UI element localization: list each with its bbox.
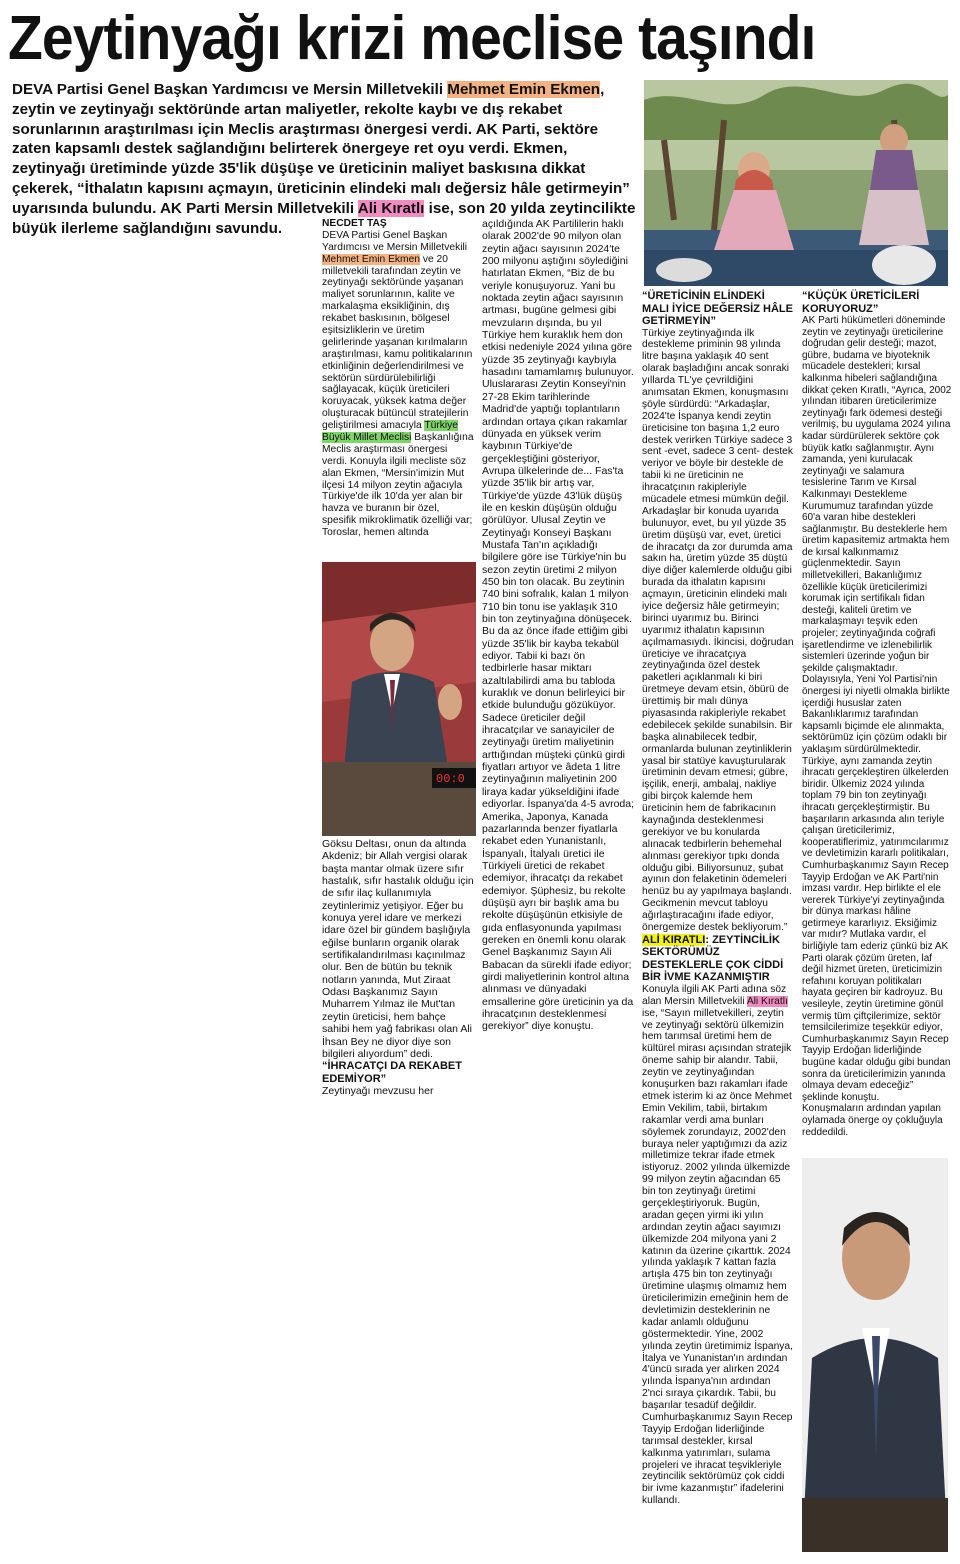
headline: Zeytinyağı krizi meclise taşındı xyxy=(8,4,816,73)
col3-text-2: Konuyla ilgili AK Parti adına söz alan Mersin Milletvekili xyxy=(642,983,787,1007)
lead-name-kiratli: Ali Kıratlı xyxy=(357,199,425,217)
column-1-top xyxy=(322,218,474,539)
col1-tbmm: Türkiye Büyük Millet Meclisi xyxy=(322,420,458,444)
col1-subhead: “İHRACATÇI DA REKABET EDEMİYOR” xyxy=(322,1060,462,1085)
column-1-bottom xyxy=(322,838,474,1098)
lead-text-1: DEVA Partisi Genel Başkan Yardımcısı ve Mersin Milletvekili xyxy=(12,81,448,98)
col1-body-3: Zeytinyağı mevzusu her xyxy=(322,1085,434,1098)
byline: NECDET TAŞ xyxy=(322,218,387,229)
column-4 xyxy=(802,290,952,1138)
olive-harvest-photo xyxy=(644,80,948,286)
col3-subhead-rest: : ZEYTİNCİLİK SEKTÖRÜMÜZ DESTEKLERLE ÇOK CİDDİ BİR İVME KAZANMIŞTIR xyxy=(642,933,784,984)
col3-name-kiratli: Ali Kıratlı xyxy=(746,995,788,1007)
col4-body-2: Konuşmaların ardından yapılan oylamada önerge oy çokluğuyla reddedildi. xyxy=(802,1103,943,1138)
col2-body: açıldığında AK Partililerin haklı olarak 2002'de 90 milyon olan zeytin ağacı sayısının 2024'te 200 milyonu aştığını söylediğini hatırlatan Ekmen, “Biz de bu veriyle konuşuyoruz. Yani bu noktada zeytin ağacı sayısının artması, bugüne gelmesi gibi mevzuların dışında, bu yıl Türkiye hem kuraklık hem don etkisi nedeniyle 2024 yılına göre yüzde 35 zeytinyağı kaybıyla hasadını tamamlamış bulunuyor. Uluslararası Zeytin Konseyi'nin 27-28 Ekim tarihlerinde Madrid'de yaptığı toplantıların ardından ortaya çıkan rakamlar dünyada en yüksek verim kaybının Türkiye'de gerçekleştiğini gösteriyor, Avrupa ülkelerinde de... Fas'ta yüzde 35'lik bir artış var, Türkiye'de yüzde 43'lük düşüş ile en keskin düşüşün olduğu görülüyor. Ulusal Zeytin ve Zeytinyağı Konseyi Başkanı Mustafa Tan'ın açıkladığı bilgilere göre ise Türkiye'nin bu sezon zeytin üretimi 2 milyon 450 bin ton olacak. Bu zeytinin 740 bini sofralık, kalan 1 milyon 710 bin tonu ise yaklaşık 310 bin ton zeytinyağına dönüşecek. Bu da az önce ifade ettiğim gibi yüzde 35'lik bir kayba tekabül ediyor. Tabii ki bazı ön tedbirlerle hasar miktarı azaltılabilirdi ama bu tabloda kuraklık ve donun belirleyici bir etkide bulunduğu gözüküyor. Sadece üreticiler değil ihracatçılar ve sanayiciler de zeytinyağı üretim maliyetinin arttığından müşteki çünkü girdi fiyatları artıyor ve âdeta 1 litre zeytinyağının maliyetinin 200 liraya kadar yükseldiğini ifade ediyorlar. İspanya'da 4-5 avroda; Amerika, Japonya, Kanada pazarlarında benzer fiyatlarla rekabet eden Yunanistanlı, İspanyalı, İtalyalı üretici ile Türkiyeli üretici de rekabet edemiyor, ihracatçı da rekabet edemiyor. Şüphesiz, bu rekolte düşüşü ayrı bir başlık ama bu rekolte düşüşünün etkisiyle de gıda enflasyonunda yapılması gereken en önemli konu olarak Genel Başkanımız Sayın Ali Babacan da sürekli ifade ediyor; girdi maliyetlerinin kontrol altına alınması ve dünyadaki emsallerine göre üreticinin ya da ihracatçının desteklenmesi gerekiyor” diye konuştu. xyxy=(482,218,635,1033)
kiratli-photo xyxy=(802,1158,948,1552)
lead-name-ekmen: Mehmet Emin Ekmen xyxy=(447,81,601,98)
col1-text-1: DEVA Partisi Genel Başkan Yardımcısı ve Mersin Milletvekili xyxy=(322,229,468,253)
lead-text-3: ise, son 20 yılda zeytincilikte büyük ilerleme sağlandığını savundu. xyxy=(12,199,636,237)
col1-text-3: Başkanlığına Meclis araştırması önergesi verdi. Konuyla ilgili mecliste söz alan Ekmen, “Mersin'imizin Mut ilçesi 14 milyon zeytin ağacıyla Türkiye'de ilk 10'da yer alan bir havza ve buranın bir özel, spesifik mikroklimatik özelliği var; Toroslar, hemen altında xyxy=(322,432,474,539)
col1-body-2: Göksu Deltası, onun da altında Akdeniz; bir Allah vergisi olarak başta mantar olmak üzere sıfır hastalık, sıfır hastalık olduğu için de sıfır ilaç kullanımıyla zeytinlerimiz yetişiyor. Eğer bu konuya yerel idare ve merkezi idare özel bir gündem başlığıyla eğilse bunların organik olarak sertifikalandırılması kaçınılmaz olur. Ben de bütün bu teknik notların yanında, Mut Ziraat Odası Başkanımız Sayın Muharrem Yılmaz ile Mut'tan zeytin üreticisi, hem bahçe sahibi hem yağ fabrikası olan Ali İhsan Bey ne diyor diye son bilgileri alıyordum” dedi. xyxy=(322,838,474,1060)
col4-body-1: AK Parti hükümetleri döneminde zeytin ve zeytinyağı üreticilerine doğrudan gelir desteği; mazot, gübre, budama ve biyoteknik mücadele destekleri; kırsal kalkınma hibeleri sağlandığına dikkat çeken Kıratlı, “Ayrıca, 2002 yılından itibaren üreticilerimize zeytinyağı fark ödemesi desteği verilmiş, bu uygulama 2024 yılına kadar sürdürülerek sektöre çok büyük katkı sağlanmıştır. Aynı zamanda, yeni kurulacak zeytinyağı ve salamura tesislerine Tarım ve Kırsal Kalkınmayı Destekleme Kurumumuz tarafından yüzde 60'a varan hibe destekleri sağlanmıştır. Bu desteklerle hem üretim kapasitemiz artmakta hem de kırsal kalkınmamız güçlenmektedir. Sayın milletvekilleri, Bakanlığımız özellikle küçük üreticilerimizi korumak için sertifikalı fidan desteği, kaliteli üretim ve markalaşmayı teşvik eden projeler; zeytinyağında coğrafi işaretlendirme ve izlenebilirlik sistemleri üzerinde yoğun bir şekilde çalışmaktadır. Dolayısıyla, Yeni Yol Partisi'nin önergesi iyi niyetli olmakla birlikte içerdiği hususlar zaten Bakanlıklarımız tarafından kapsamlı biçimde ele alınmakta, sektörümüz için çözüm odaklı bir yaklaşım sürdürülmektedir. Türkiye, aynı zamanda zeytin ihracatı gerçekleştiren ülkelerden biridir. Ülkemiz 2024 yılında toplam 79 bin ton zeytinyağı ihracatı gerçekleştirmiştir. Bu başarıların arkasında alın teriyle çalışan üreticilerimiz, kooperatiflerimiz, yatırımcılarımız ve devletimizin kararlı politikaları, Cumhurbaşkanımız Sayın Recep Tayyip Erdoğan ve AK Parti'nin imzası vardır. Hep birlikte el ele vererek Türkiye'yi zeytinyağında bir dünya markası hâline getirmeye kararlıyız. Eksiğimiz var mıdır? Mutlaka vardır, el birliğiyle tam ederiz çünkü biz AK Parti olarak çözüm üreten, laf değil hizmet üreten, üreticimizin refahını koruyan politikaları hayata geçiren bir kadroyuz. Bu vesileyle, zeytin üretimine gönül vermiş tüm çiftçilerimize, sektör temsilcilerimize teşekkür ediyor, Cumhurbaşkanımız Sayın Recep Tayyip Erdoğan liderliğinde bugüne kadar olduğu gibi bundan sonra da üreticilerimizin yanında olmaya devam edeceğiz” şeklinde konuştu. xyxy=(802,315,952,1103)
column-3 xyxy=(642,290,794,1507)
svg-text:00:0: 00:0 xyxy=(436,772,465,786)
col3-subhead-1: “ÜRETİCİNİN ELİNDEKİ MALI İYİCE DEĞERSİZ HÂLE GETİRMEYİN” xyxy=(642,290,793,327)
col3-text-3: ise, “Sayın milletvekilleri, zeytin ve zeytinyağı sektörü ülkemizin hem tarımsal üretimi hem de kültürel mirası açısından stratejik öneme sahip bir alandır. Tabii, zeytin ve zeytinyağından konuşurken bazı rakamları ifade etmek isterim ki az önce Mehmet Emin Vekilim, tabii, birtakım rakamlar verdi ama bunları söylemek zorundayız, 2002'den buraya neler yaptığımızı da aziz milletimize tekrar ifade etmek istiyoruz. 2002 yılında ülkemizde 99 milyon zeytin ağacından 65 bin ton zeytinyağı üretimi gerçekleştiriyoruk. Bugün, aradan geçen yirmi iki yılın ardından zeytin ağacı sayımızı ülkemizde 204 milyona yani 2 katının da üzerine çıkarttık. 2024 yılında yaklaşık 7 kattan fazla artışla 475 bin ton zeytinyağı üretimine ulaşmış olmamız hem üreticilerimizin emeğinin hem de devletimizin desteklerinin ne kadar anlamlı olduğunu göstermektedir. Yine, 2002 yılında zeytin üretimimiz İspanya, İtalya ve Yunanistan'ın ardından 4'üncü sırada yer alırken 2024 yılında İspanya'nın ardından 2'nci sıraya çıkardık. Tabii, bu başarılar tesadüf değildir. Cumhurbaşkanımız Sayın Recep Tayyip Erdoğan liderliğinde tarımsal destekler, kırsal kalkınma yatırımları, sulama projeleri ve ihracat teşvikleriyle zeytincilik sektörümüz çok ciddi bir ivme kazanmıştır” ifadelerini kullandı. xyxy=(642,1007,793,1507)
col4-subhead: “KÜÇÜK ÜRETİCİLERİ KORUYORUZ” xyxy=(802,290,920,315)
col3-subhead-kiratli: ALİ KIRATLI xyxy=(642,933,706,946)
lead-text-2: , zeytin ve zeytinyağı sektöründe artan maliyetler, rekolte kaybı ve dış rekabet sorunlarının araştırılması için Meclis araştırması önergesi verdi. AK Parti, sektöre zaten kapsamlı destek sağlandığını belirterek önergeye ret oyu verdi. Ekmen, zeytinyağı üretiminde yüzde 35'lik düşüşe ve üreticinin maliyet baskısına dikkat çekerek, “İthalatın kapısını açmayın, üreticinin elindeki malı değersiz hâle getirmeyin” uyarısında bulundu. AK Parti Mersin Milletvekili xyxy=(12,81,630,217)
lead-paragraph xyxy=(12,80,636,238)
col3-body-1: Türkiye zeytinyağında ilk destekleme priminin 98 yılında litre başına yaklaşık 40 sent olarak başladığını ancak sonraki yıllarda TL'ye çevrildiğini anımsatan Ekmen, konuşmasını şöyle sürdürdü: “Arkadaşlar, 2024'te İspanya kendi zeytin üreticisine ton başına 1,2 euro destek verirken Türkiye sadece 3 sent -evet, sadece 3 cent- destek veriyor ve böyle bir destekle de tabii ki ne üreticinin ne ihracatçının rakipleriyle mücadele etmesi mümkün değil. Arkadaşlar bir konuda uyarıda bulunuyor, evet, bu yıl yüzde 35 üretim düşüşü var, evet, üretici de ihracatçı da zor durumda ama sakın ha, üretim yüzde 35 düştü diye diğer kalemlerde olduğu gibi burada da ithalatın kapısını açmayın, üreticinin elindeki malı iyice değersiz hâle getirmeyin; birinci uyarımız bu. Birinci uyarımız ithalatın kapısının açılmamasıydı. İkincisi, doğrudan üreticiye ve ihracatçıya zeytinyağında özel destek paketleri açıklanmalı ki biri üretmeye devam etsin, öbürü de ürettimiş bir malı dünya piyasasında rakipleriyle rekabet edebilecek şekilde sunabilsin. Bir başka alınabilecek tedbir, ormanlarda bulunan zeytinliklerin yasal bir statüye kavuşturularak üretiminin devam etmesi; gübre, işçilik, enerji, ambalaj, nakliye gibi birçok kalemde hem üreticinin hem de fabrikacının kaynağında desteklenmesi gerekiyor ve bu konularda alınacak tedbirlerin behemehal alınması gerekiyor tıpkı donda olduğu gibi. Biliyorsunuz, şubat ayının don felaketinin ödemeleri henüz bu ay yapılmaya başlandı. Gecikmenin mevcut tabloyu ağırlaştıracağını ifade ediyor, önergemize destek bekliyorum.” xyxy=(642,327,794,934)
col3-body-2 xyxy=(642,984,794,1507)
col3-subhead-2 xyxy=(642,934,794,984)
column-2 xyxy=(482,218,634,1033)
col1-body-1 xyxy=(322,230,474,539)
col1-text-2: ve 20 milletvekili tarafından zeytin ve zeytinyağı sektöründe yaşanan maliyet sorunlarının, kalite ve markalaşma eksikliğinin, dış rekabet baskısının, bölgesel eşitsizliklerin ve üretim gelirlerinde yaşanan kırılmaların araştırılması, kamu politikalarının etkinliğinin değerlendirilmesi ve sektörün sürdürülebilirliği sağlayacak, küçük üreticileri koruyacak, yüksek katma değer oluşturacak bütüncül stratejilerin geliştirilmesi amacıyla xyxy=(322,253,473,432)
ekmen-podium-photo xyxy=(322,562,476,836)
col1-name-ekmen: Mehmet Emin Ekmen xyxy=(322,253,420,265)
